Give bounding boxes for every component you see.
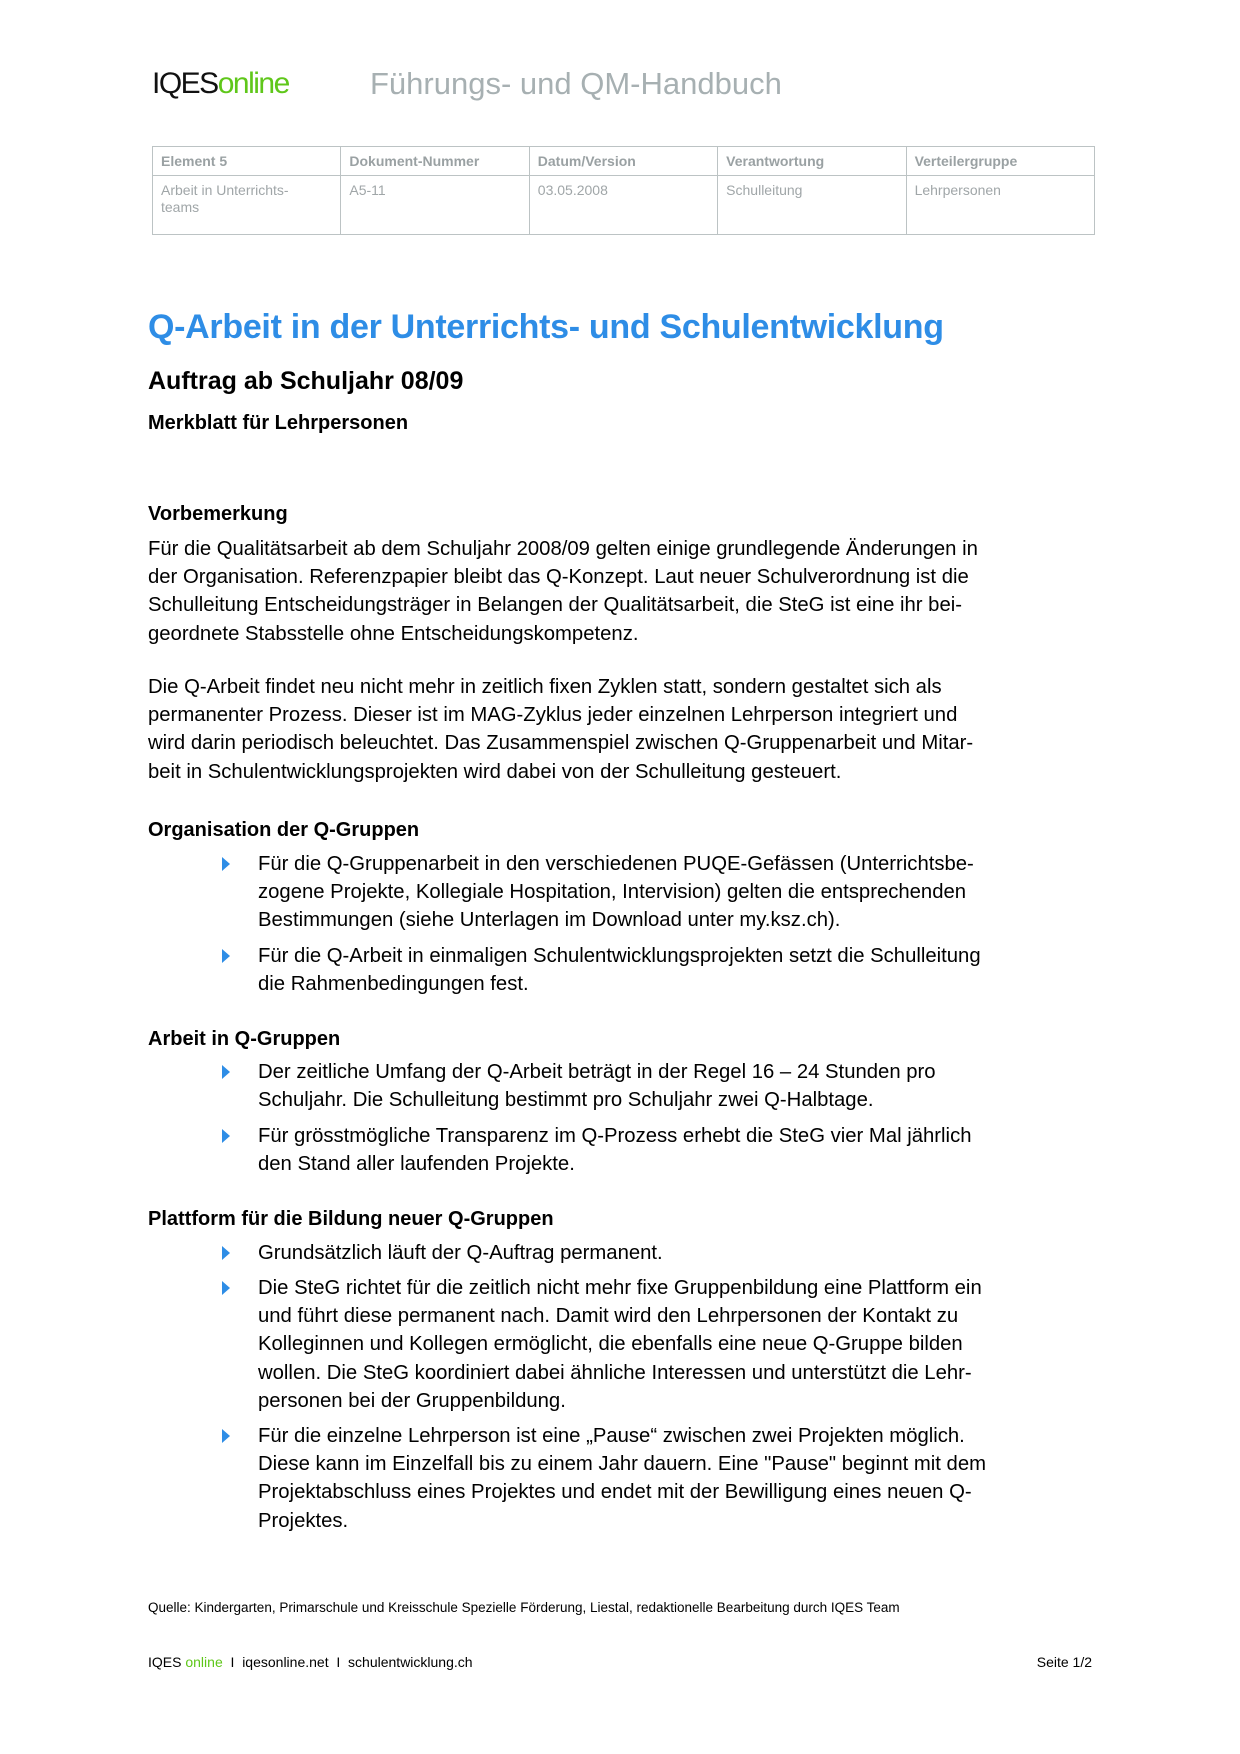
document-meta-table: [152, 146, 1095, 235]
text-line: geordnete Stabsstelle ohne Entscheidungskompetenz.: [148, 622, 639, 645]
meta-value-distribution-group: Lehrpersonen: [906, 176, 1094, 235]
text-line: beit in Schulentwicklungsprojekten wird dabei von der Schulleitung gesteuert.: [148, 760, 842, 783]
section-heading-vorbemerkung: Vorbemerkung: [148, 503, 288, 525]
triangle-bullet-icon: [222, 1065, 230, 1079]
document-subsubtitle: Merkblatt für Lehrpersonen: [148, 412, 409, 434]
text-line: zogene Projekte, Kollegiale Hospitation, Intervision) gelten die entsprechenden: [258, 881, 967, 904]
meta-table-header-row: [153, 147, 1095, 176]
text-line: Für die einzelne Lehrperson ist eine „Pause“ zwischen zwei Projekten möglich.: [258, 1425, 965, 1447]
text-line: Projektes.: [258, 1509, 349, 1532]
handbook-title: Führungs- und QM-Handbuch: [370, 66, 782, 101]
paragraph-vorbemerkung-2: [148, 673, 1103, 786]
footer-brand-online: online: [185, 1654, 223, 1670]
footer-separator: I: [336, 1654, 341, 1670]
meta-value-element-line: Arbeit in Unterrichts-: [161, 182, 289, 198]
iqes-online-logo: [152, 66, 289, 102]
meta-header-distribution-group: Verteilergruppe: [906, 147, 1094, 176]
source-note: Quelle: Kindergarten, Primarschule und Kreisschule Spezielle Förderung, Liestal, redaktionelle Bearbeitung durch IQES Team: [148, 1600, 900, 1615]
section-heading-organisation: Organisation der Q-Gruppen: [148, 819, 420, 841]
text-line: Kolleginnen und Kollegen ermöglicht, die ebenfalls eine neue Q-Gruppe bilden: [258, 1333, 963, 1356]
text-line: die Rahmenbedingungen fest.: [258, 973, 529, 996]
meta-header-element: Element 5: [153, 147, 341, 176]
text-line: wollen. Die SteG koordiniert dabei ähnliche Interessen und unterstützt die Lehr-: [258, 1361, 972, 1384]
meta-table-value-row: [153, 176, 1095, 235]
triangle-bullet-icon: [222, 1281, 230, 1295]
logo-iqes-text: IQES: [152, 67, 218, 100]
meta-value-element: [153, 176, 341, 235]
meta-header-date-version: Datum/Version: [529, 147, 717, 176]
text-line: Projektabschluss eines Projektes und endet mit der Bewilligung eines neuen Q-: [258, 1481, 972, 1504]
section-heading-plattform: Plattform für die Bildung neuer Q-Gruppen: [148, 1208, 554, 1230]
footer-separator: I: [230, 1654, 235, 1670]
logo-online-text: online: [217, 67, 289, 100]
text-line: Für grösstmögliche Transparenz im Q-Prozess erhebt die SteG vier Mal jährlich: [258, 1125, 972, 1147]
text-line: Die Q-Arbeit findet neu nicht mehr in zeitlich fixen Zyklen statt, sondern gestaltet sich als: [148, 676, 942, 698]
text-line: Diese kann im Einzelfall bis zu einem Jahr dauern. Eine "Pause" beginnt mit dem: [258, 1453, 986, 1476]
text-line: und führt diese permanent nach. Damit wird den Lehrpersonen der Kontakt zu: [258, 1305, 959, 1328]
meta-header-responsibility: Verantwortung: [718, 147, 906, 176]
footer-link-schulentwicklung[interactable]: schulentwicklung.ch: [348, 1654, 473, 1670]
text-line: der Organisation. Referenzpapier bleibt das Q-Konzept. Laut neuer Schulverordnung ist die: [148, 566, 969, 589]
text-line: Schulleitung Entscheidungsträger in Belangen der Qualitätsarbeit, die SteG ist eine ihr bei-: [148, 594, 962, 617]
footer-brand-iqes: IQES: [148, 1654, 182, 1670]
meta-value-responsibility: Schulleitung: [718, 176, 906, 235]
text-line: personen bei der Gruppenbildung.: [258, 1389, 566, 1412]
text-line: Für die Q-Arbeit in einmaligen Schulentwicklungsprojekten setzt die Schulleitung: [258, 945, 981, 967]
text-line: den Stand aller laufenden Projekte.: [258, 1153, 575, 1176]
text-line: Bestimmungen (siehe Unterlagen im Download unter my.ksz.ch).: [258, 909, 841, 932]
text-line: wird darin periodisch beleuchtet. Das Zusammenspiel zwischen Q-Gruppenarbeit und Mitar-: [148, 732, 974, 755]
page-number: Seite 1/2: [1036, 1654, 1092, 1670]
text-line: Für die Q-Gruppenarbeit in den verschiedenen PUQE-Gefässen (Unterrichtsbe-: [258, 853, 974, 875]
text-line: Für die Qualitätsarbeit ab dem Schuljahr 2008/09 gelten einige grundlegende Änderungen in: [148, 538, 978, 560]
triangle-bullet-icon: [222, 857, 230, 871]
footer-link-iqesonline[interactable]: iqesonline.net: [242, 1654, 329, 1670]
triangle-bullet-icon: [222, 1246, 230, 1260]
text-line: Schuljahr. Die Schulleitung bestimmt pro Schuljahr zwei Q-Halbtage.: [258, 1089, 874, 1112]
meta-header-document-number: Dokument-Nummer: [341, 147, 529, 176]
text-line: Der zeitliche Umfang der Q-Arbeit beträgt in der Regel 16 – 24 Stunden pro: [258, 1061, 936, 1083]
section-heading-arbeit: Arbeit in Q-Gruppen: [148, 1028, 341, 1050]
meta-value-date-version: 03.05.2008: [529, 176, 717, 235]
meta-value-document-number: A5-11: [341, 176, 529, 235]
triangle-bullet-icon: [222, 1129, 230, 1143]
footer-links: [148, 1653, 473, 1671]
text-line: Grundsätzlich läuft der Q-Auftrag permanent.: [258, 1242, 663, 1264]
meta-value-element-line: teams: [161, 199, 200, 215]
text-line: permanenter Prozess. Dieser ist im MAG-Zyklus jeder einzelnen Lehrperson integriert und: [148, 704, 958, 727]
paragraph-vorbemerkung-1: [148, 535, 1103, 648]
triangle-bullet-icon: [222, 949, 230, 963]
document-title: Q-Arbeit in der Unterrichts- und Schulentwicklung: [148, 308, 944, 346]
text-line: Die SteG richtet für die zeitlich nicht mehr fixe Gruppenbildung eine Plattform ein: [258, 1277, 982, 1299]
document-subtitle: Auftrag ab Schuljahr 08/09: [148, 367, 464, 395]
triangle-bullet-icon: [222, 1429, 230, 1443]
